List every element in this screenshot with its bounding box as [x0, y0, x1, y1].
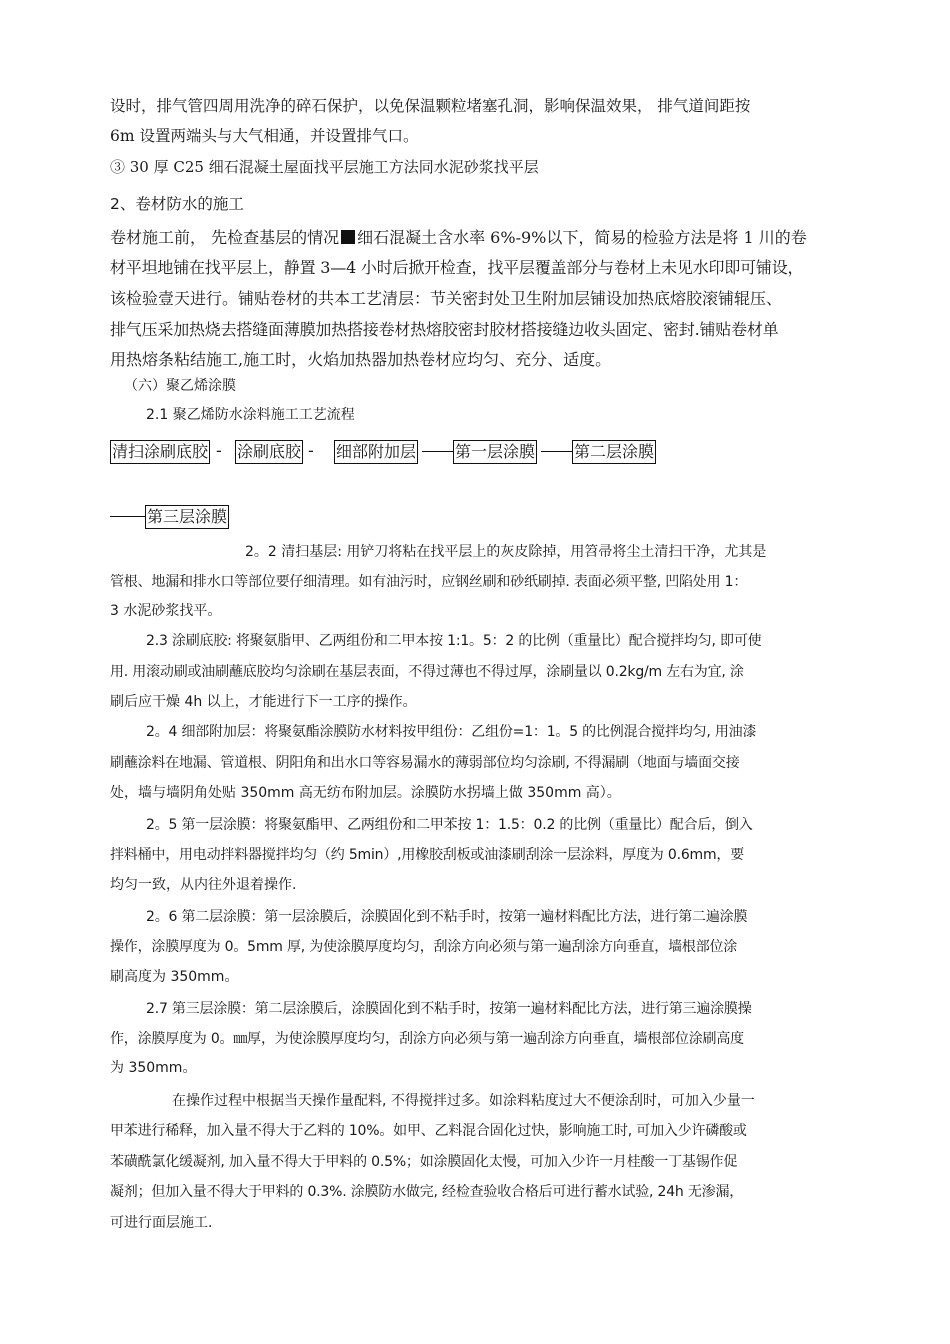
p-final-line-4: 凝剂；但加入量不得大于甲料的 0.3%. 涂膜防水做完, 经检查验收合格后可进行蓄水试验, 24h 无渗漏，	[110, 1184, 744, 1200]
p-final-line-2: 甲苯进行稀释，加入量不得大于乙料的 10%。如甲、乙料混合固化过快，影响施工时, 可加入少许磷酸或	[110, 1123, 747, 1139]
membrane-line-1-before: 卷材施工前， 先检查基层的情况	[110, 228, 340, 247]
section-6-heading: （六）聚乙烯涂膜	[124, 378, 236, 394]
black-square-mark	[341, 230, 355, 244]
flow-step-detail-layer: 细部附加层	[334, 440, 418, 464]
p-2-6-line-3: 刷高度为 350mm。	[110, 969, 239, 985]
p-2-5-line-2: 拌料桶中，用电动拌料器搅拌均匀（约 5min）,用橡胶刮板或油漆刷刮涂一层涂料，厚度为 0.6mm，要	[110, 847, 744, 863]
flow-connector-1	[422, 451, 454, 452]
intro-line-2: 6m 设置两端头与大气相通，并设置排气口。	[110, 127, 419, 145]
sub-2-1-heading: 2.1 聚乙烯防水涂料施工工艺流程	[146, 407, 355, 423]
membrane-line-2: 材平坦地铺在找平层上，静置 3—4 小时后掀开检查，找平层覆盖部分与卷材上未见水印即可铺设，	[110, 258, 804, 277]
flow-step-prime: 涂刷底胶	[235, 440, 303, 464]
flow-connector-3	[110, 516, 146, 517]
flow-step-clean-prime: 清扫涂刷底胶	[110, 440, 210, 464]
membrane-line-5: 用热熔条粘结施工,施工时，火焰加热器加热卷材应均匀、充分、适度。	[110, 350, 612, 369]
p-2-3-line-1: 2.3 涂刷底胶: 将聚氨脂甲、乙两组份和二甲本按 1:1。5：2 的比例（重量比）配合搅拌均匀, 即可使	[146, 633, 762, 649]
p-2-7-line-3: 为 350mm。	[110, 1060, 197, 1076]
flow-connector-2	[541, 451, 573, 452]
p-2-2-line-1: 2。2 清扫基层: 用铲刀将粘在找平层上的灰皮除掉，用笤帚将尘土清扫干净，尤其是	[245, 544, 767, 560]
membrane-line-1-after: 细石混凝土含水率 6%-9%以下，简易的检验方法是将 1 川的卷	[357, 228, 807, 247]
p-2-4-line-2: 刷蘸涂料在地漏、管道根、阴阳角和出水口等容易漏水的薄弱部位均匀涂刷, 不得漏刷（地面与墙面交接	[110, 755, 740, 771]
flow-dash-1: -	[216, 441, 222, 460]
flow-step-second-coat: 第二层涂膜	[572, 440, 656, 464]
p-final-line-1: 在操作过程中根据当天操作量配料, 不得搅拌过多。如涂料粘度过大不便涂刮时，可加入少量一	[172, 1093, 755, 1109]
p-final-line-3: 苯磺酰氯化缓凝剂, 加入量不得大于甲料的 0.5%；如涂膜固化太慢，可加入少许一月桂酸一丁基锡作促	[110, 1154, 738, 1170]
membrane-line-3: 该检验壹天进行。铺贴卷材的共本工艺清层：节关密封处卫生附加层铺设加热底熔胶滚铺辊压、	[110, 289, 783, 308]
p-2-6-line-1: 2。6 第二层涂膜：第一层涂膜后，涂膜固化到不粘手时，按第一遍材料配比方法，进行第二遍涂膜	[146, 909, 748, 925]
intro-line-1: 设时，排气管四周用洗净的碎石保护，以免保温颗粒堵塞孔洞，影响保温效果， 排气道间距按	[110, 97, 751, 115]
p-2-2-line-3: 3 水泥砂浆找平。	[110, 603, 222, 619]
p-2-6-line-2: 操作，涂膜厚度为 0。5mm 厚, 为使涂膜厚度均匀，刮涂方向必须与第一遍刮涂方向垂直，墙根部位涂	[110, 939, 738, 955]
flow-dash-2: -	[308, 441, 314, 460]
flow-step-third-coat: 第三层涂膜	[145, 505, 229, 529]
p-2-7-line-1: 2.7 第三层涂膜：第二层涂膜后，涂膜固化到不粘手时，按第一遍材料配比方法，进行第三遍涂膜操	[146, 1001, 752, 1017]
p-2-2-line-2: 管根、地漏和排水口等部位要仔细清理。如有油污时，应钢丝刷和砂纸刷掉. 表面必须平整, 凹陷处用 1：	[110, 574, 748, 590]
item-3-line: ③ 30 厚 C25 细石混凝土屋面找平层施工方法同水泥砂浆找平层	[110, 158, 539, 176]
p-2-4-line-1: 2。4 细部附加层：将聚氨酯涂膜防水材料按甲组份：乙组份=1：1。5 的比例混合搅拌均匀, 用油漆	[146, 724, 757, 740]
p-2-7-line-2: 作，涂膜厚度为 0。㎜厚，为使涂膜厚度均匀，刮涂方向必须与第一遍刮涂方向垂直，墙根部位涂刷高度	[110, 1031, 744, 1047]
p-2-3-line-2: 用. 用滚动刷或油刷蘸底胶均匀涂刷在基层表面，不得过薄也不得过厚，涂刷量以 0.2kg/m 左右为宜, 涂	[110, 664, 744, 680]
p-2-5-line-3: 均匀一致，从内往外退着操作.	[110, 877, 297, 893]
p-2-5-line-1: 2。5 第一层涂膜：将聚氨酯甲、乙两组份和二甲苯按 1：1.5：0.2 的比例（重量比）配合后，倒入	[146, 817, 753, 833]
membrane-line-4: 排气压采加热烧去搭缝面薄膜加热搭接卷材热熔胶密封胶材搭接缝边收头固定、密封.铺贴卷材单	[110, 320, 779, 339]
p-final-line-5: 可进行面层施工.	[110, 1215, 213, 1231]
p-2-3-line-3: 刷后应干燥 4h 以上，才能进行下一工序的操作。	[110, 694, 417, 710]
flow-step-first-coat: 第一层涂膜	[453, 440, 537, 464]
p-2-4-line-3: 处，墙与墙阴角处贴 350mm 高无纺布附加层。涂膜防水拐墙上做 350mm 高）。	[110, 785, 621, 801]
section-2-heading: 2、卷材防水的施工	[110, 195, 244, 213]
membrane-line-1	[110, 228, 807, 248]
